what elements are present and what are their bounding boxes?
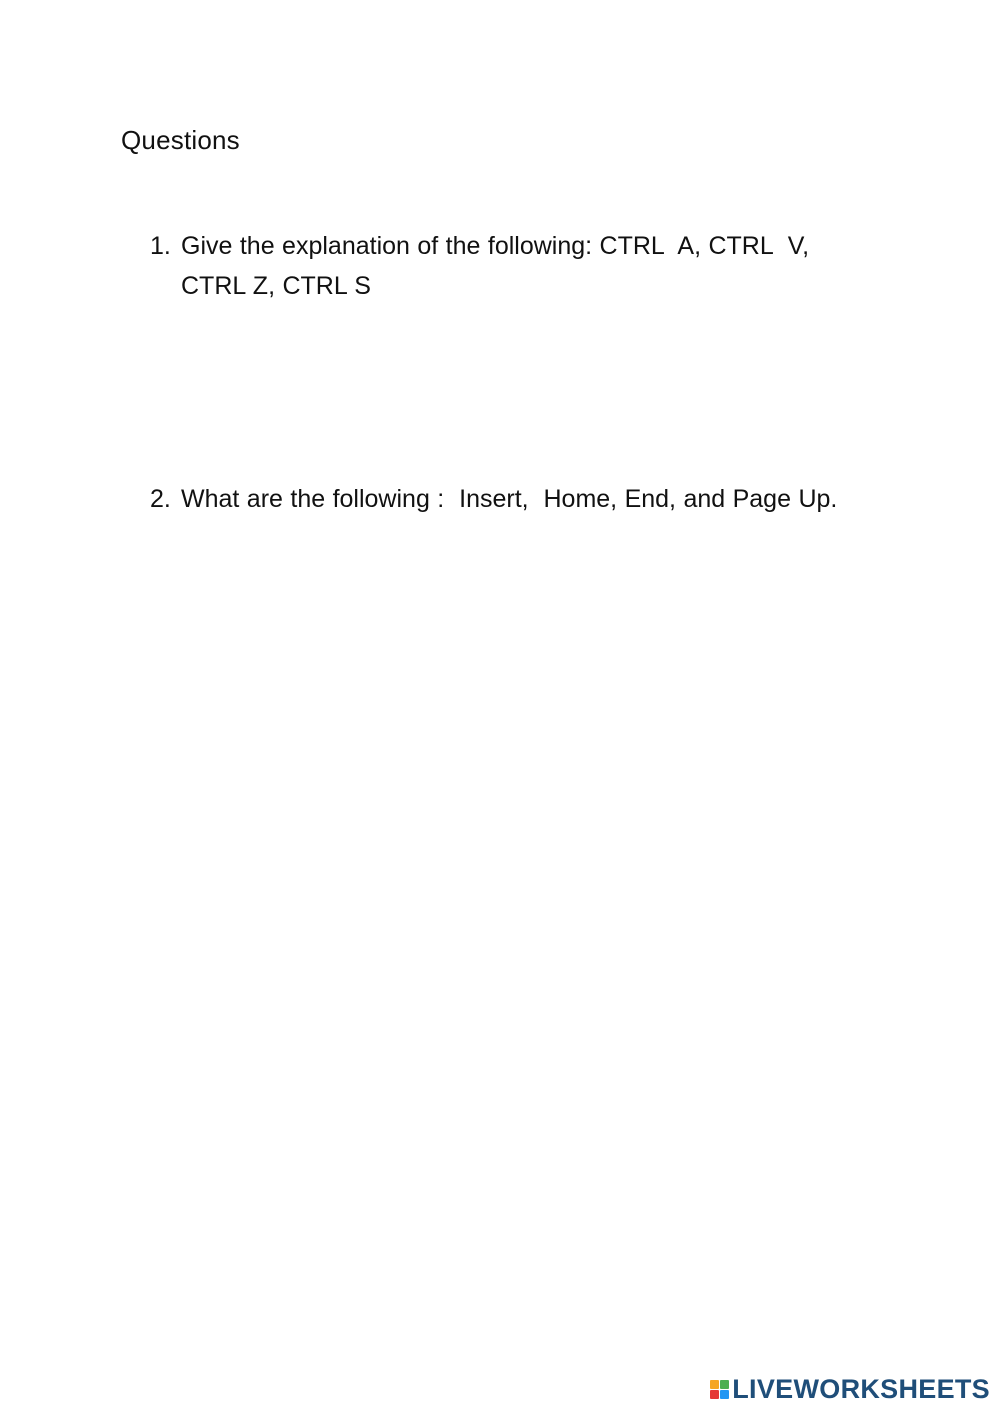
logo-square (720, 1390, 729, 1399)
page-heading: Questions (121, 125, 240, 155)
question-item (150, 479, 870, 519)
liveworksheets-logo-icon (710, 1380, 729, 1399)
brand-logo (710, 1374, 990, 1404)
logo-square (710, 1390, 719, 1399)
question-text: Give the explanation of the following: CTRL A, CTRL V, CTRL Z, CTRL S (181, 232, 817, 300)
question-item (150, 226, 870, 306)
question-number: 1. (150, 232, 171, 260)
question-text: What are the following : Insert, Home, End, and Page Up. (181, 485, 838, 513)
question-number: 2. (150, 485, 171, 513)
brand-wordmark: LIVEWORKSHEETS (732, 1374, 990, 1404)
logo-square (710, 1380, 719, 1389)
logo-square (720, 1380, 729, 1389)
